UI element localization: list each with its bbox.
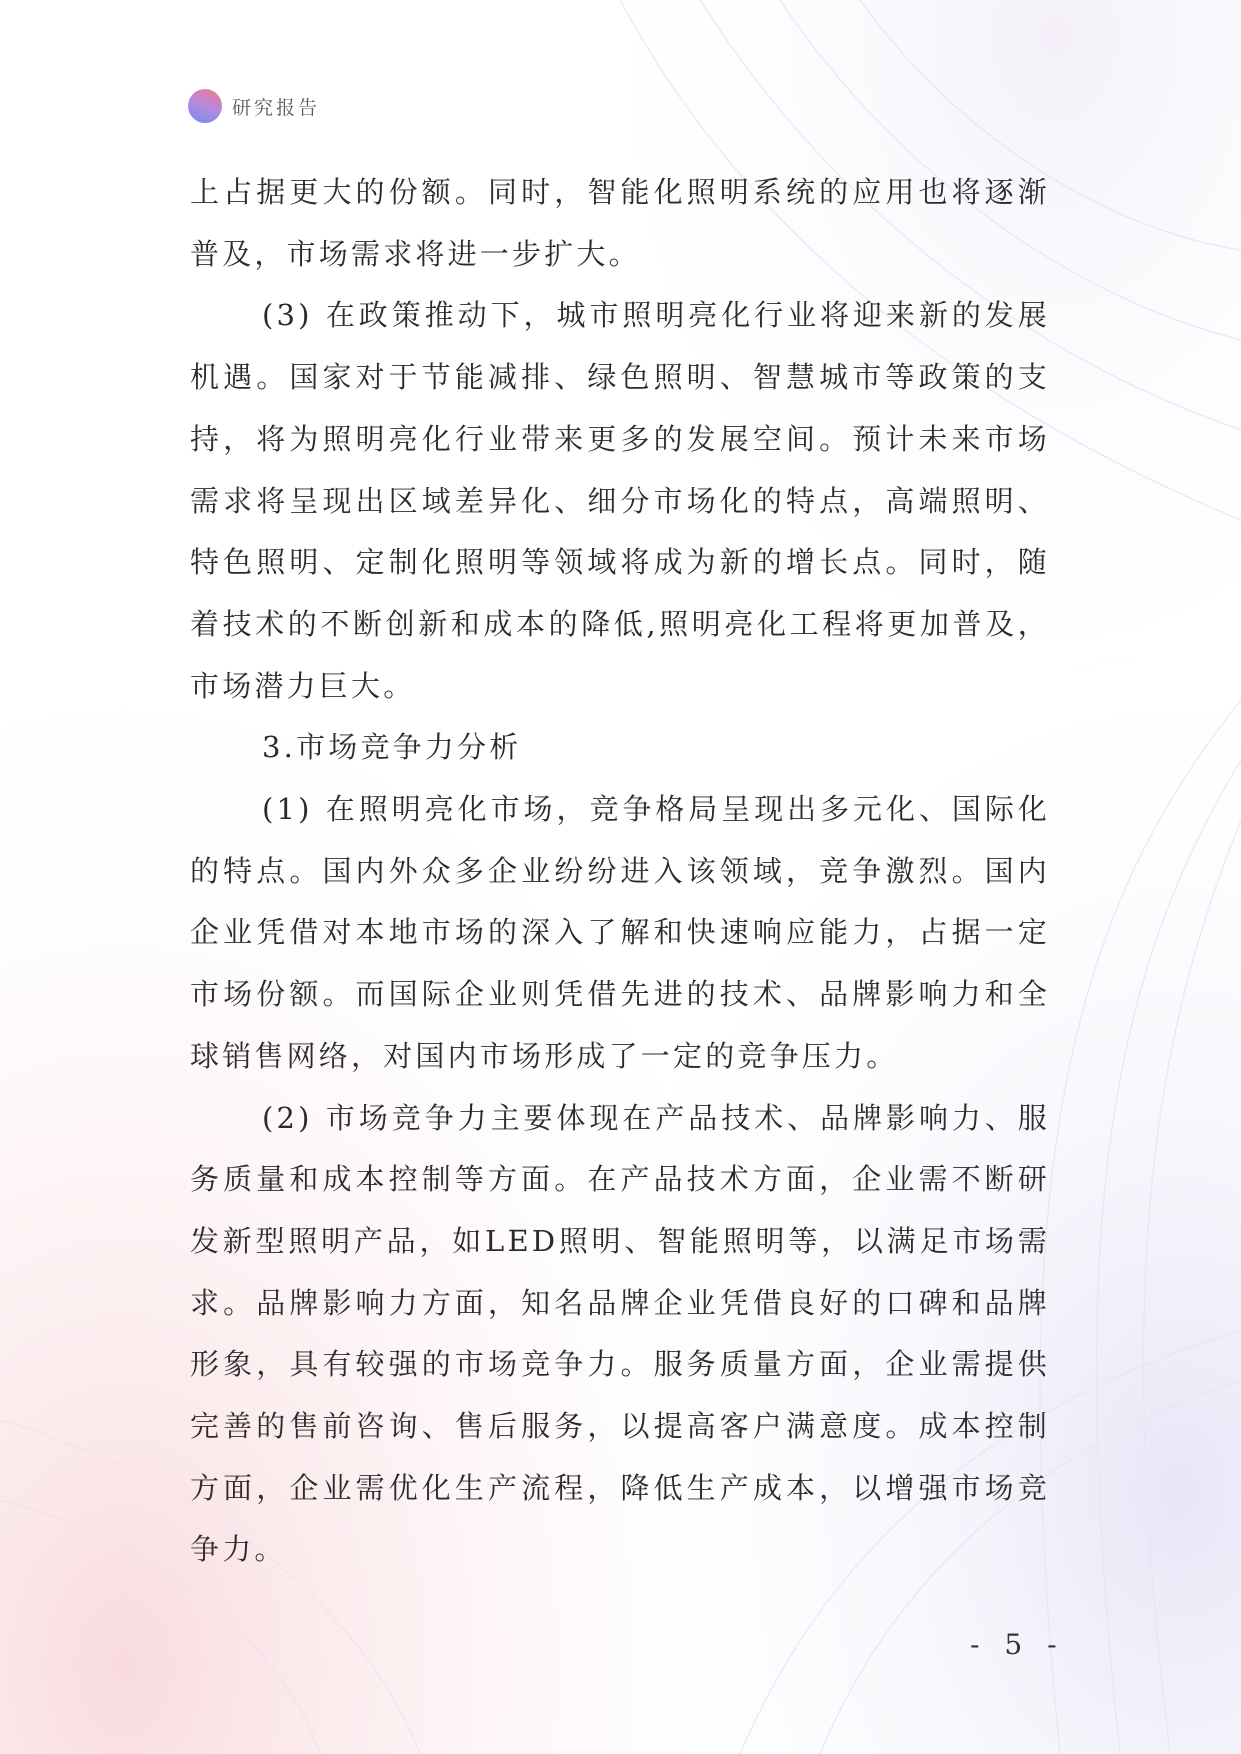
paragraph-continuation: 上占据更大的份额。同时，智能化照明系统的应用也将逐渐普及，市场需求将进一步扩大。 bbox=[190, 175, 1050, 271]
report-header-title: 研究报告 bbox=[232, 96, 321, 119]
paragraph-competition-factors: (2) 市场竞争力主要体现在产品技术、品牌影响力、服务质量和成本控制等方面。在产品技术方面，企业需不断研发新型照明产品，如LED照明、智能照明等，以满足市场需求。品牌影响力方面，知名品牌企业凭借良好的口碑和品牌形象，具有较强的市场竞争力。服务质量方面，企业需提供完善的售前咨询、售后服务，以提高客户满意度。成本控制方面，企业需优化生产流程，降低生产成本，以增强市场竞争力。 bbox=[190, 1100, 1050, 1567]
section-heading-competitiveness: 3.市场竞争力分析 bbox=[262, 730, 522, 765]
page-number: - 5 - bbox=[970, 1628, 1065, 1661]
report-logo-icon bbox=[188, 89, 222, 123]
report-header bbox=[188, 88, 320, 124]
paragraph-competition-landscape: (1) 在照明亮化市场，竞争格局呈现出多元化、国际化的特点。国内外众多企业纷纷进入该领域，竞争激烈。国内企业凭借对本地市场的深入了解和快速响应能力，占据一定市场份额。而国际企业则凭借先进的技术、品牌影响力和全球销售网络，对国内市场形成了一定的竞争压力。 bbox=[190, 792, 1050, 1073]
body-content bbox=[190, 162, 1050, 1581]
paragraph-policy-outlook: (3) 在政策推动下，城市照明亮化行业将迎来新的发展机遇。国家对于节能减排、绿色照明、智慧城市等政策的支持，将为照明亮化行业带来更多的发展空间。预计未来市场需求将呈现出区域差异化、细分市场化的特点，高端照明、特色照明、定制化照明等领域将成为新的增长点。同时，随着技术的不断创新和成本的降低,照明亮化工程将更加普及，市场潜力巨大。 bbox=[190, 298, 1050, 703]
